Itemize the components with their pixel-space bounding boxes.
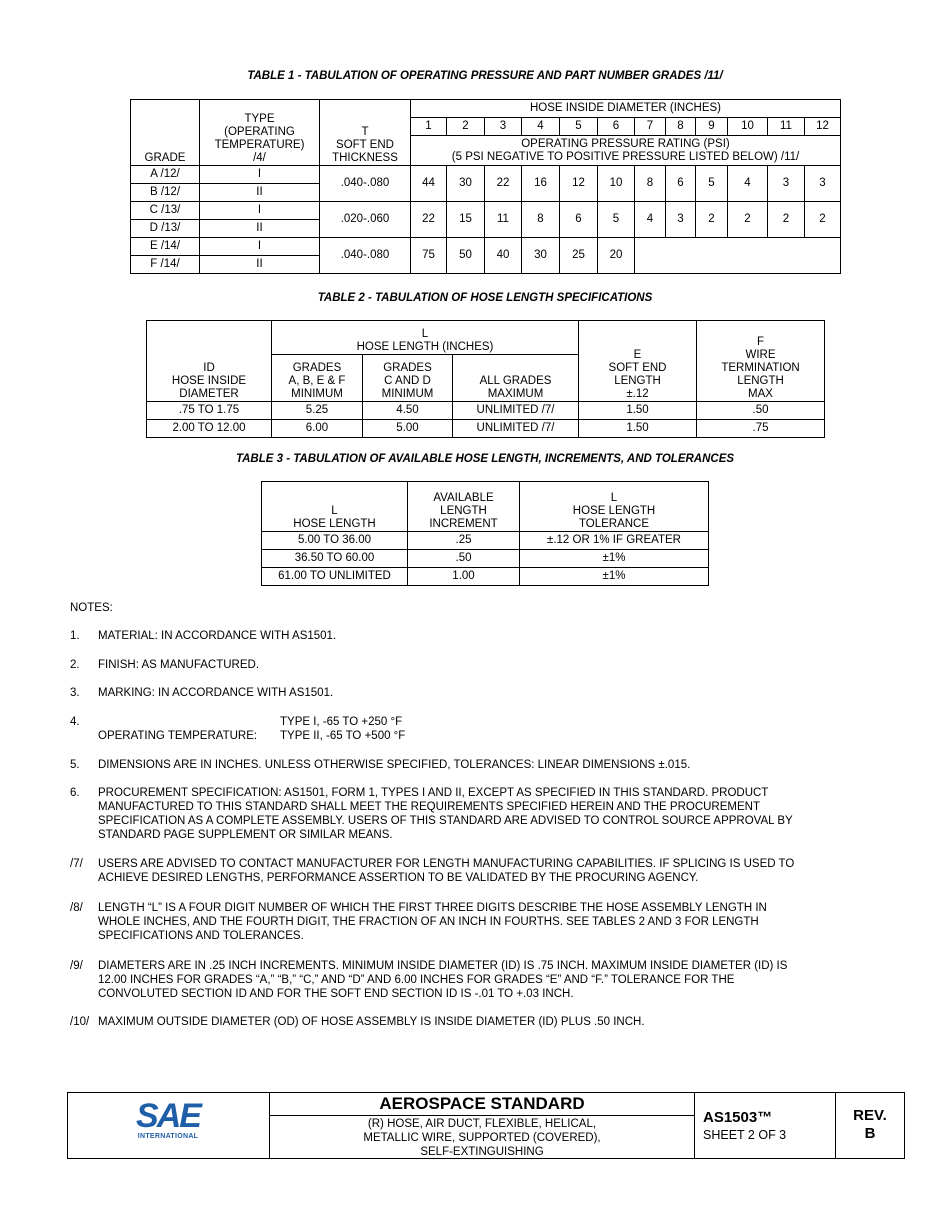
note-5: 5. DIMENSIONS ARE IN INCHES. UNLESS OTHERWISE SPECIFIED, TOLERANCES: LINEAR DIMENSIONS ±.015.: [70, 759, 691, 771]
revision-letter: B: [864, 1125, 876, 1142]
t1-empty-cell: [635, 238, 841, 274]
t1-thickness-cell: .040-.080: [320, 166, 411, 202]
table1: [130, 99, 841, 274]
t1-pressure-cell: 11: [485, 202, 522, 238]
t3-cell: 5.00 TO 36.00: [262, 532, 408, 550]
table-row: [147, 420, 825, 438]
table-row: [262, 550, 709, 568]
heading-cell: [270, 1093, 695, 1158]
note-7: /7/ USERS ARE ADVISED TO CONTACT MANUFACTURER FOR LENGTH MANUFACTURING CAPABILITIES. IF SPLICING IS USED TO ACHIEVE DESIRED LENGTHS, PERFORMANCE ASSERTION TO BE VALIDATED BY THE PROCURING AGENCY.: [70, 858, 795, 884]
t3-cell: .25: [408, 532, 520, 550]
table3-title: TABLE 3 - TABULATION OF AVAILABLE HOSE LENGTH, INCREMENTS, AND TOLERANCES: [235, 453, 735, 465]
t1-diameter-6: 6: [598, 118, 635, 136]
t2-cell: 5.25: [272, 402, 363, 420]
t3-cell: 1.00: [408, 568, 520, 586]
note-3: 3. MARKING: IN ACCORDANCE WITH AS1501.: [70, 687, 334, 699]
t1-pressure-cell: 2: [728, 202, 768, 238]
t2-cell: 5.00: [363, 420, 453, 438]
table1-title: TABLE 1 - TABULATION OF OPERATING PRESSURE AND PART NUMBER GRADES /11/: [247, 70, 723, 82]
note-10: /10/ MAXIMUM OUTSIDE DIAMETER (OD) OF HOSE ASSEMBLY IS INSIDE DIAMETER (ID) PLUS .50 INCH.: [70, 1016, 645, 1028]
t1-diameter-10: 10: [728, 118, 768, 136]
t1-pressure-cell: 3: [768, 166, 805, 202]
t1-type-cell: I: [200, 166, 320, 184]
t1-pressure-cell: 44: [411, 166, 447, 202]
t1-type-cell: II: [200, 220, 320, 238]
t1-pressure-cell: 6: [560, 202, 598, 238]
t3-increment-header: AVAILABLE LENGTH INCREMENT: [408, 482, 520, 532]
t1-diameter-12: 12: [805, 118, 841, 136]
t1-pressure-cell: 5: [598, 202, 635, 238]
t2-all-grades-header: ALL GRADES MAXIMUM: [453, 355, 579, 402]
t2-grades-cd-header: GRADES C AND D MINIMUM: [363, 355, 453, 402]
revision-cell: [836, 1093, 904, 1158]
t1-diameter-9: 9: [696, 118, 728, 136]
t1-pressure-cell: 2: [805, 202, 841, 238]
t1-pressure-cell: 16: [522, 166, 560, 202]
sheet-number: SHEET 2 OF 3: [703, 1128, 787, 1142]
t3-length-header: L HOSE LENGTH: [262, 482, 408, 532]
revision: [836, 1107, 904, 1143]
t1-pressure-cell: 2: [768, 202, 805, 238]
t1-pressure-header: OPERATING PRESSURE RATING (PSI) (5 PSI NEGATIVE TO POSITIVE PRESSURE LISTED BELOW) /11/: [411, 136, 841, 166]
sae-logo-subtitle: INTERNATIONAL: [137, 1133, 199, 1140]
t1-grade-cell: C /13/: [131, 202, 200, 220]
t1-pressure-cell: 10: [598, 166, 635, 202]
table2: [146, 320, 825, 438]
t2-cell: 4.50: [363, 402, 453, 420]
t1-grade-cell: A /12/: [131, 166, 200, 184]
t1-pressure-cell: 8: [635, 166, 666, 202]
sae-logo: SAE: [136, 1097, 200, 1135]
doc-number-cell: [695, 1093, 836, 1158]
t1-diameter-5: 5: [560, 118, 598, 136]
t2-cell: 1.50: [579, 420, 697, 438]
t2-cell: 2.00 TO 12.00: [147, 420, 272, 438]
t1-pressure-cell: 20: [598, 238, 635, 274]
note-4: 4. OPERATING TEMPERATURE: TYPE I, -65 TO +250 °F TYPE II, -65 TO +500 °F: [70, 716, 406, 742]
t1-diameter-8: 8: [666, 118, 696, 136]
t1-pressure-cell: 30: [522, 238, 560, 274]
t2-cell: UNLIMITED /7/: [453, 420, 579, 438]
t1-type-cell: II: [200, 256, 320, 274]
t1-grade-cell: F /14/: [131, 256, 200, 274]
table-row: [131, 202, 841, 220]
t1-pressure-cell: 25: [560, 238, 598, 274]
standard-heading: AEROSPACE STANDARD: [270, 1093, 694, 1116]
t2-grades-abef-header: GRADES A, B, E & F MINIMUM: [272, 355, 363, 402]
t2-cell: 6.00: [272, 420, 363, 438]
t2-length-header: L HOSE LENGTH (INCHES): [272, 321, 579, 355]
t2-cell: .50: [697, 402, 825, 420]
note-2: 2. FINISH: AS MANUFACTURED.: [70, 659, 260, 671]
t1-grade-header: GRADE: [131, 100, 200, 166]
t1-pressure-cell: 3: [805, 166, 841, 202]
t3-cell: 61.00 TO UNLIMITED: [262, 568, 408, 586]
t1-type-header: TYPE (OPERATING TEMPERATURE) /4/: [200, 100, 320, 166]
t3-cell: ±.12 OR 1% IF GREATER: [520, 532, 709, 550]
t1-pressure-cell: 6: [666, 166, 696, 202]
t2-soft-end-header: E SOFT END LENGTH ±.12: [579, 321, 697, 402]
standard-description: (R) HOSE, AIR DUCT, FLEXIBLE, HELICAL, METALLIC WIRE, SUPPORTED (COVERED), SELF-EXTINGUISHING: [363, 1118, 601, 1158]
note-6: 6. PROCUREMENT SPECIFICATION: AS1501, FORM 1, TYPES I AND II, EXCEPT AS SPECIFIED IN THIS STANDARD. PRODUCT MANUFACTURED TO THIS STANDARD SHALL MEET THE REQUIREMENTS SPECIFIED HEREIN AND THE PROCUREMENT SPECIFICATION AS A COMPLETE ASSEMBLY. USERS OF THIS STANDARD ARE ADVISED TO CONTROL SOURCE APPROVAL BY STANDARD PAGE SUPPLEMENT OR SIMILAR MEANS.: [70, 787, 793, 841]
t1-pressure-cell: 22: [411, 202, 447, 238]
t1-pressure-cell: 4: [728, 166, 768, 202]
title-block: [67, 1092, 905, 1159]
t1-type-cell: I: [200, 202, 320, 220]
t3-cell: ±1%: [520, 550, 709, 568]
table-row: [147, 402, 825, 420]
table-row: [262, 568, 709, 586]
t3-cell: ±1%: [520, 568, 709, 586]
t1-pressure-cell: 50: [447, 238, 485, 274]
t2-cell: UNLIMITED /7/: [453, 402, 579, 420]
table2-title: TABLE 2 - TABULATION OF HOSE LENGTH SPECIFICATIONS: [317, 292, 653, 304]
t2-cell: .75 TO 1.75: [147, 402, 272, 420]
t1-diameter-1: 1: [411, 118, 447, 136]
t1-pressure-cell: 15: [447, 202, 485, 238]
t1-diameter-3: 3: [485, 118, 522, 136]
t3-cell: .50: [408, 550, 520, 568]
t2-id-header: ID HOSE INSIDE DIAMETER: [147, 321, 272, 402]
table-row: [131, 238, 841, 256]
logo-cell: [68, 1093, 270, 1158]
note-8: /8/ LENGTH “L” IS A FOUR DIGIT NUMBER OF WHICH THE FIRST THREE DIGITS DESCRIBE THE HOSE ASSEMBLY LENGTH IN WHOLE INCHES, AND THE FOURTH DIGIT, THE FRACTION OF AN INCH IN FOURTHS. SEE TABLES 2 AND 3 FOR LENGTH SPECIFICATIONS AND TOLERANCES.: [70, 902, 767, 942]
note-9: /9/ DIAMETERS ARE IN .25 INCH INCREMENTS. MINIMUM INSIDE DIAMETER (ID) IS .75 INCH. MAXIMUM INSIDE DIAMETER (ID) IS 12.00 INCHES FOR GRADES “A,” “B,” “C,” AND “D” AND 6.00 INCHES FOR GRADES “E” AND “F.” TOLERANCE FOR THE CONVOLUTED SECTION ID AND FOR THE SOFT END SECTION ID IS -.01 TO +.03 INCH.: [70, 960, 788, 1000]
t2-cell: 1.50: [579, 402, 697, 420]
t1-diameter-2: 2: [447, 118, 485, 136]
t2-cell: .75: [697, 420, 825, 438]
note-1: 1. MATERIAL: IN ACCORDANCE WITH AS1501.: [70, 630, 337, 642]
revision-label: REV.: [853, 1107, 887, 1124]
t1-thickness-cell: .040-.080: [320, 238, 411, 274]
t1-thickness-header: T SOFT END THICKNESS: [320, 100, 411, 166]
table-row: [262, 532, 709, 550]
notes-heading: NOTES:: [70, 602, 113, 614]
doc-number: AS1503™: [703, 1109, 773, 1126]
t1-type-cell: I: [200, 238, 320, 256]
t1-diameter-header: HOSE INSIDE DIAMETER (INCHES): [411, 100, 841, 118]
t3-cell: 36.50 TO 60.00: [262, 550, 408, 568]
t3-tolerance-header: L HOSE LENGTH TOLERANCE: [520, 482, 709, 532]
t1-pressure-cell: 2: [696, 202, 728, 238]
t1-pressure-cell: 75: [411, 238, 447, 274]
table-row: [131, 166, 841, 184]
t1-diameter-11: 11: [768, 118, 805, 136]
t1-type-cell: II: [200, 184, 320, 202]
t2-wire-header: F WIRE TERMINATION LENGTH MAX: [697, 321, 825, 402]
t1-pressure-cell: 4: [635, 202, 666, 238]
t1-pressure-cell: 40: [485, 238, 522, 274]
t1-pressure-cell: 12: [560, 166, 598, 202]
t1-grade-cell: D /13/: [131, 220, 200, 238]
t1-pressure-cell: 30: [447, 166, 485, 202]
t1-thickness-cell: .020-.060: [320, 202, 411, 238]
t1-pressure-cell: 8: [522, 202, 560, 238]
t1-diameter-4: 4: [522, 118, 560, 136]
t1-grade-cell: E /14/: [131, 238, 200, 256]
t1-grade-cell: B /12/: [131, 184, 200, 202]
t1-diameter-7: 7: [635, 118, 666, 136]
table3: [261, 481, 709, 586]
t1-pressure-cell: 5: [696, 166, 728, 202]
t1-pressure-cell: 3: [666, 202, 696, 238]
t1-pressure-cell: 22: [485, 166, 522, 202]
